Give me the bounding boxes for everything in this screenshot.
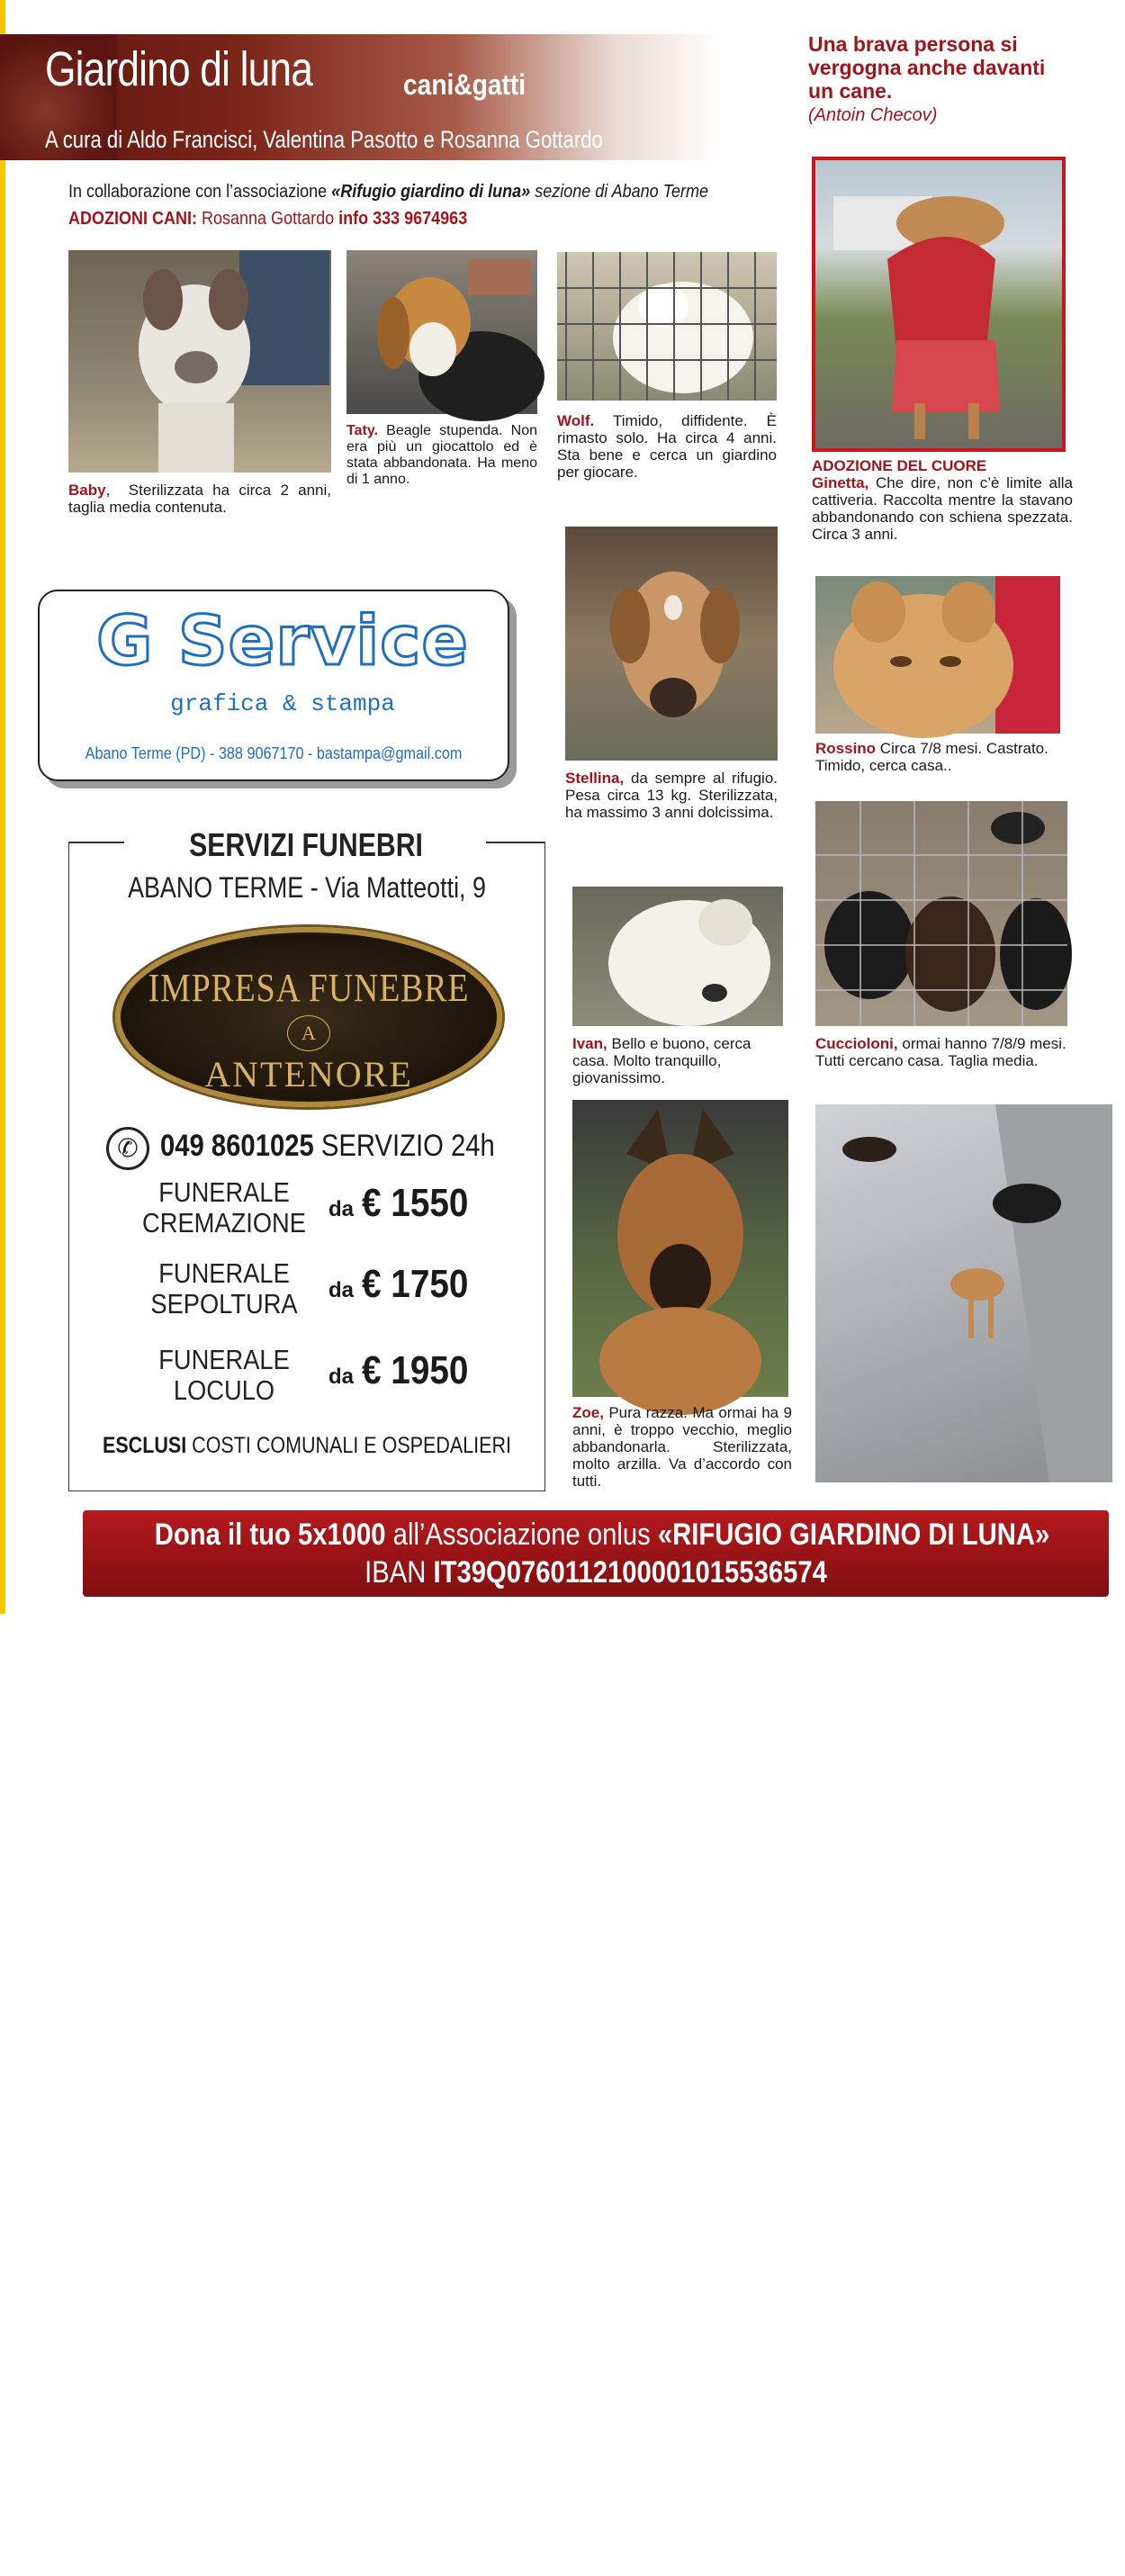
animal-description: da sempre al rifugio. Pesa circa 13 kg. Sterilizzata, ha massimo 3 anni dolcissima.: [565, 770, 778, 821]
donation-call: Dona il tuo 5x1000: [154, 1518, 386, 1552]
caption-zoe: [572, 1404, 792, 1490]
adoption-contact-line: [68, 209, 467, 230]
price-line2: SEPOLTURA: [150, 1288, 298, 1320]
price-value: € 1550: [362, 1181, 469, 1225]
animal-name: Cuccioloni,: [815, 1035, 898, 1052]
photo-baby: [68, 250, 331, 473]
curators-line: A cura di Aldo Francisci, Valentina Pasotto e Rosanna Gottardo: [45, 126, 603, 153]
iban-line: [155, 1555, 1037, 1590]
price-value: € 1750: [362, 1262, 469, 1306]
funeral-phone: [160, 1129, 495, 1164]
exclusions-label: ESCLUSI: [103, 1433, 187, 1458]
caption-taty: [346, 423, 537, 488]
gservice-contact: Abano Terme (PD) - 388 9067170 - bastampa@gmail.com: [85, 744, 463, 762]
association-name: «RIFUGIO GIARDINO DI LUNA»: [657, 1518, 1050, 1552]
animal-name: Zoe,: [572, 1404, 604, 1421]
divider: [68, 842, 124, 843]
price-line1: FUNERALE: [158, 1257, 290, 1289]
caption-ginetta: [812, 457, 1073, 543]
price-line2: CREMAZIONE: [142, 1207, 306, 1238]
collab-suffix: sezione di Abano Terme: [535, 182, 708, 202]
price-label: [141, 1345, 308, 1406]
animal-name: Taty.: [346, 423, 378, 438]
photo-ivan: [572, 887, 783, 1026]
funeral-exclusions: [102, 1433, 512, 1459]
animal-description: Bello e buono, cerca casa. Molto tranquillo, giovanissimo.: [572, 1035, 752, 1086]
donation-banner: [83, 1510, 1109, 1597]
animal-description: Beagle stupenda. Non era più un giocattolo ed è stata abbandonata. Ha meno di 1 anno.: [346, 423, 538, 487]
animal-name: Wolf.: [557, 412, 595, 429]
caption-ivan: [572, 1035, 788, 1086]
price-row: [90, 1177, 504, 1244]
animal-name: Rossino: [815, 740, 877, 757]
animal-name: Stellina,: [565, 770, 625, 787]
page-title-suffix: cani&gatti: [403, 68, 526, 101]
name-separator: ,: [105, 482, 111, 499]
gservice-ad: [38, 590, 509, 781]
quote-author: (Antoin Checov): [808, 105, 938, 125]
photo-zoe: [572, 1100, 788, 1397]
photo-stellina: [565, 527, 778, 761]
page-edge-bar: [0, 0, 5, 1614]
animal-description: Sterilizzata ha circa 2 anni, taglia media contenuta.: [68, 482, 332, 516]
price-from: da: [328, 1365, 355, 1389]
adoption-phone: info 333 9674963: [338, 209, 468, 229]
price-from: da: [328, 1278, 355, 1302]
price-line1: FUNERALE: [158, 1176, 290, 1208]
donation-line: [154, 1518, 1050, 1553]
collab-prefix: In collaborazione con l’associazione: [68, 182, 328, 202]
logo-monogram: A: [287, 1015, 330, 1051]
caption-wolf: [557, 412, 777, 481]
logo-top-text: IMPRESA FUNEBRE: [148, 966, 470, 1010]
photo-ginetta: [812, 157, 1066, 452]
animal-description: Circa 7/8 mesi. Castrato. Timido, cerca casa..: [815, 740, 1048, 774]
service-hours: SERVIZIO 24h: [320, 1129, 495, 1163]
price-line1: FUNERALE: [158, 1344, 290, 1375]
funeral-title: SERVIZI FUNEBRI: [189, 826, 423, 863]
adoption-person: Rosanna Gottardo: [202, 209, 335, 229]
photo-overlay-caption: Cani abbandonati che vengono accuditi in strada. Giovani, belli e buoni. L’associazione li tiene controllati: [826, 2520, 1088, 2575]
caption-baby: [68, 482, 331, 516]
iban-value: IT39Q0760112100001015536574: [433, 1555, 827, 1590]
price-line2: LOCULO: [173, 1374, 275, 1406]
animal-name: Baby: [68, 482, 106, 499]
divider: [486, 842, 545, 843]
donation-mid: all’Associazione onlus: [392, 1518, 651, 1552]
price-row: [90, 1258, 504, 1325]
collaboration-line: [68, 182, 708, 203]
caption-cuccioloni: [815, 1035, 1076, 1069]
page-title: Giardino di luna: [45, 42, 313, 96]
phone-icon: ✆: [106, 1127, 149, 1170]
exclusions-text: COSTI COMUNALI E OSPEDALIERI: [192, 1433, 511, 1458]
heart-adoption-label: ADOZIONE DEL CUORE: [812, 457, 987, 474]
phone-number: 049 8601025: [160, 1129, 314, 1163]
caption-stellina: [565, 770, 778, 821]
antenore-logo: [115, 927, 502, 1107]
price-value: € 1950: [362, 1348, 469, 1392]
price-row: [90, 1345, 504, 1411]
animal-description: ormai hanno 7/8/9 mesi. Tutti cercano casa. Taglia media.: [815, 1035, 1066, 1069]
adoption-label: ADOZIONI CANI:: [68, 209, 198, 229]
animal-description: Pura razza. Ma ormai ha 9 anni, è troppo vecchio, meglio abbandonarla. Sterilizzata, molto arzilla. Va d’accordo con tutti.: [572, 1404, 792, 1490]
collab-name: «Rifugio giardino di luna»: [331, 182, 531, 202]
funeral-address: ABANO TERME - Via Matteotti, 9: [128, 871, 486, 904]
animal-name: Ivan,: [572, 1035, 608, 1052]
gservice-subtitle: grafica & stampa: [170, 690, 395, 717]
quote-text: Una brava persona si vergogna anche davanti un cane.: [808, 32, 1046, 103]
photo-rossino: [815, 576, 1060, 734]
price-label: [141, 1177, 308, 1238]
animal-description: Che dire, non c’è limite alla cattiveria. Raccolta mentre la stavano abbandonando con schiena spezzata. Circa 3 anni.: [812, 474, 1073, 543]
animal-name: Ginetta,: [812, 474, 869, 491]
gservice-title: G Service: [96, 600, 469, 680]
caption-rossino: [815, 740, 1067, 774]
logo-bottom-text: ANTENORE: [204, 1054, 413, 1094]
price-from: da: [328, 1197, 355, 1221]
animal-description: Timido, diffidente. È rimasto solo. Ha circa 4 anni. Sta bene e cerca un giardino per giocare.: [557, 412, 777, 481]
photo-wolf: [557, 252, 777, 401]
photo-cuccioloni: [815, 801, 1067, 1026]
price-label: [141, 1258, 308, 1320]
photo-taty: [346, 250, 537, 414]
iban-label: IBAN: [364, 1555, 427, 1590]
